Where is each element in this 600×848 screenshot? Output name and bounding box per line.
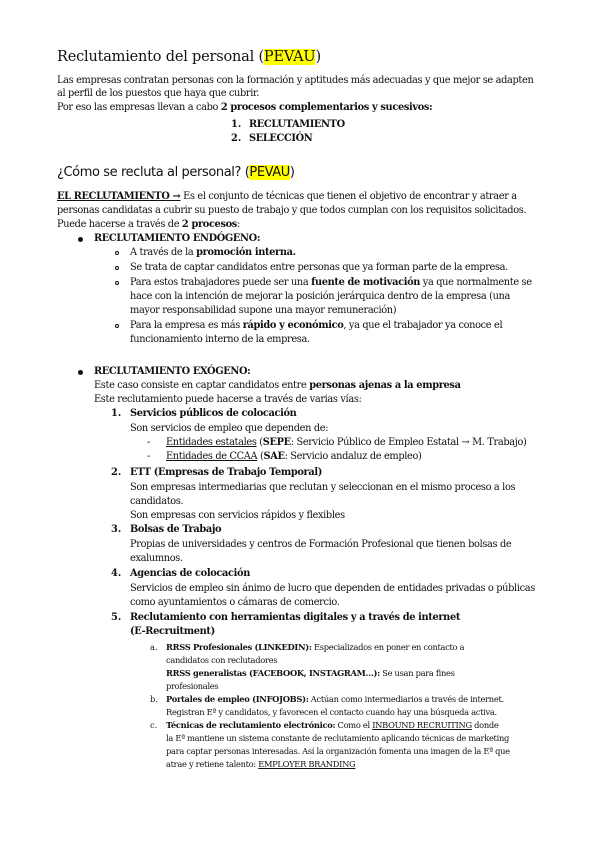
sub-b-line-1: Portales de empleo (INFOJOBS): Actúan como intermediarios a través de internet. [166, 694, 504, 704]
item-num-1: 1. [111, 408, 122, 419]
item-title-2: ETT (Empresas de Trabajo Temporal) [130, 467, 322, 478]
bullet-disc-icon [78, 237, 83, 242]
item-title-5b: (E-Recruitment) [130, 626, 215, 637]
sub-a-line-2: candidatos con reclutadores [166, 655, 278, 665]
item-num-5: 5. [111, 612, 122, 623]
bullet-disc-icon [78, 370, 83, 375]
pevau-highlight-2: PEVAU [249, 165, 290, 180]
item-title-1: Servicios públicos de colocación [130, 408, 297, 419]
section-title: ¿Cómo se recluta al personal? (PEVAU) [57, 165, 295, 180]
sub-c-line-4: atrae y retiene talento: EMPLOYER BRANDING [166, 759, 356, 769]
item-num-3: 3. [111, 524, 122, 535]
pevau-highlight: PEVAU [263, 49, 316, 65]
item-num-4: 4. [111, 568, 122, 579]
bullet-circle-icon [115, 324, 119, 328]
endogeno-heading: RECLUTAMIENTO ENDÓGENO: [94, 233, 261, 244]
exogeno-line-1: Este caso consiste en captar candidatos entre personas ajenas a la empresa [94, 380, 461, 391]
endogeno-item-3-line-3: mayor responsabilidad supone una mayor remuneración) [130, 305, 397, 316]
exogeno-heading: RECLUTAMIENTO EXÓGENO: [94, 366, 251, 377]
sub-a-line-3: RRSS generalistas (FACEBOOK, INSTAGRAM…): Se usan para fines [166, 668, 455, 678]
endogeno-item-4-line-2: funcionamiento interno de la empresa. [130, 334, 310, 345]
intro-line-2: al perfil de los puestos que haya que cubrir. [57, 88, 260, 99]
endogeno-item-2: Se trata de captar candidatos entre personas que ya forman parte de la empresa. [130, 262, 508, 273]
sub-letter-a: a. [150, 642, 158, 652]
intro-list-item-2: SELECCIÓN [249, 133, 313, 144]
item-desc-2a: Son empresas intermediarias que reclutan y seleccionan en el mismo proceso a los [130, 482, 516, 493]
dash-bullet-icon: - [147, 451, 151, 462]
item-1-sub-2: Entidades de CCAA (SAE: Servicio andaluz de empleo) [166, 451, 422, 462]
item-title-4: Agencias de colocación [130, 568, 250, 579]
intro-line-3: Por eso las empresas llevan a cabo 2 procesos complementarios y sucesivos: [57, 102, 433, 113]
definition-line-1: EL RECLUTAMIENTO → Es el conjunto de técnicas que tienen el objetivo de encontrar y atraer a [57, 191, 517, 202]
intro-list-num-2: 2. [231, 133, 242, 144]
item-desc-2b: candidatos. [130, 496, 184, 507]
bullet-circle-icon [115, 251, 119, 255]
intro-list-num-1: 1. [231, 119, 242, 130]
bullet-circle-icon [115, 266, 119, 270]
endogeno-item-4: Para la empresa es más rápido y económico, ya que el trabajador ya conoce el [130, 320, 503, 331]
item-1-sub-1: Entidades estatales (SEPE: Servicio Público de Empleo Estatal → M. Trabajo) [166, 437, 527, 448]
item-desc-2c: Son empresas con servicios rápidos y flexibles [130, 510, 345, 521]
intro-line-1: Las empresas contratan personas con la formación y aptitudes más adecuadas y que mejor se adapten [57, 75, 534, 86]
item-desc-3a: Propias de universidades y centros de Formación Profesional que tienen bolsas de [130, 539, 512, 550]
sub-c-line-2: la Eª mantiene un sistema constante de reclutamiento aplicando técnicas de marketing [166, 733, 509, 743]
endogeno-item-3-line-2: hace con la intención de mejorar la posición jerárquica dentro de la empresa (una [130, 291, 511, 302]
definition-line-3: Puede hacerse a través de 2 procesos: [57, 219, 240, 230]
sub-c-line-1: Técnicas de reclutamiento electrónico: Como el INBOUND RECRUITING donde [166, 720, 499, 730]
item-title-3: Bolsas de Trabajo [130, 524, 222, 535]
bullet-circle-icon [115, 281, 119, 285]
sub-a-line-4: profesionales [166, 681, 219, 691]
sub-letter-c: c. [150, 720, 158, 730]
exogeno-line-2: Este reclutamiento puede hacerse a través de varias vías: [94, 394, 362, 405]
dash-bullet-icon: - [147, 437, 151, 448]
item-desc-3b: exalumnos. [130, 553, 183, 564]
item-desc-4b: como ayuntamientos o cámaras de comercio. [130, 597, 340, 608]
page-title: Reclutamiento del personal (PEVAU) [57, 49, 321, 65]
item-num-2: 2. [111, 467, 122, 478]
item-desc-4a: Servicios de empleo sin ánimo de lucro que dependen de entidades privadas o públicas [130, 583, 535, 594]
intro-list-item-1: RECLUTAMIENTO [249, 119, 345, 130]
sub-b-line-2: Registran Eª y candidatos, y favorecen el contacto cuando hay una búsqueda activa. [166, 707, 497, 717]
sub-a-line-1: RRSS Profesionales (LINKEDIN): Especializados en poner en contacto a [166, 642, 465, 652]
sub-c-line-3: para captar personas interesadas. Así la organización fomenta una imagen de la Eª que [166, 746, 510, 756]
sub-letter-b: b. [150, 694, 158, 704]
endogeno-item-3: Para estos trabajadores puede ser una fuente de motivación ya que normalmente se [130, 277, 532, 288]
item-desc-1: Son servicios de empleo que dependen de: [130, 423, 329, 434]
definition-line-2: personas candidatas a cubrir su puesto de trabajo y que todos cumplan con los requisitos solicitados. [57, 205, 527, 216]
item-title-5a: Reclutamiento con herramientas digitales y a través de internet [130, 612, 461, 623]
endogeno-item-1: A través de la promoción interna. [130, 247, 296, 258]
